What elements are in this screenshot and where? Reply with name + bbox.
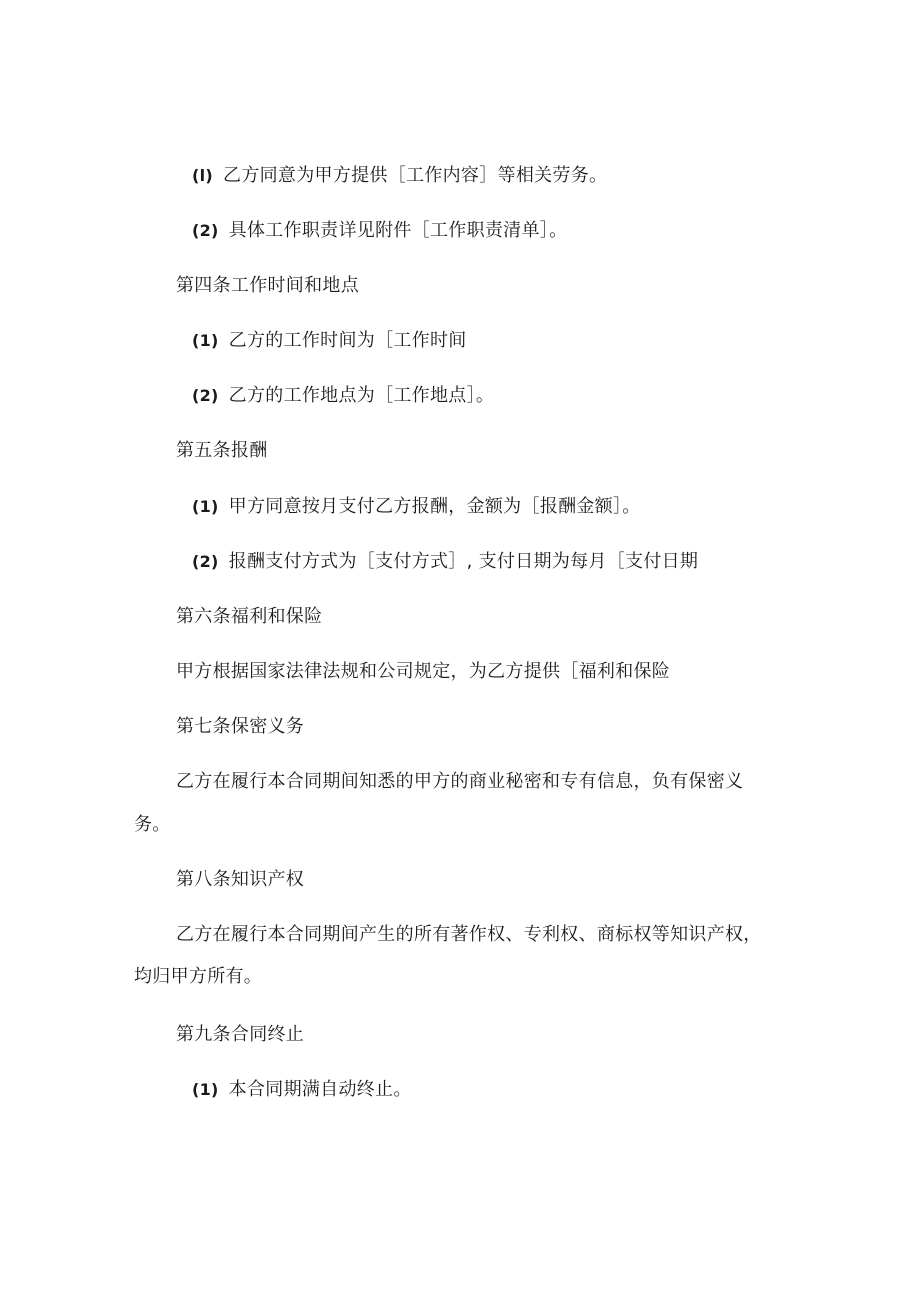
item-number: (1) [192, 1080, 219, 1099]
item-text: 报酬支付方式为［支付方式］, 支付日期为每月［支付日期 [228, 551, 699, 572]
paragraph-continuation: 务。 [134, 814, 171, 835]
article-heading: 第七条保密义务 [176, 716, 305, 737]
article-heading: 第八条知识产权 [176, 869, 305, 890]
clause-item [192, 496, 641, 518]
item-text: 乙方的工作时间为［工作时间 [228, 330, 467, 351]
article-heading: 第四条工作时间和地点 [176, 275, 359, 296]
article-heading: 第五条报酬 [176, 440, 268, 461]
clause-item [192, 330, 467, 352]
item-text: 具体工作职责详见附件［工作职责清单］。 [228, 220, 568, 241]
item-number: (l) [192, 166, 214, 185]
item-text: 乙方的工作地点为［工作地点］。 [228, 385, 495, 406]
clause-item [192, 165, 607, 187]
clause-item [192, 1079, 412, 1101]
clause-item [192, 551, 698, 573]
item-number: (2) [192, 221, 219, 240]
item-number: (2) [192, 552, 219, 571]
item-number: (2) [192, 386, 219, 405]
paragraph: 甲方根据国家法律法规和公司规定，为乙方提供［福利和保险 [176, 661, 671, 682]
clause-item [192, 385, 494, 407]
paragraph: 乙方在履行本合同期间知悉的甲方的商业秘密和专有信息，负有保密义 [176, 771, 744, 792]
item-text: 甲方同意按月支付乙方报酬，金额为［报酬金额］。 [228, 496, 641, 517]
item-number: (1) [192, 497, 219, 516]
clause-item [192, 220, 567, 242]
article-heading: 第六条福利和保险 [176, 606, 323, 627]
paragraph: 乙方在履行本合同期间产生的所有著作权、专利权、商标权等知识产权， [176, 924, 762, 945]
item-text: 乙方同意为甲方提供［工作内容］等相关劳务。 [223, 165, 608, 186]
item-number: (1) [192, 331, 219, 350]
item-text: 本合同期满自动终止。 [228, 1079, 412, 1100]
paragraph-continuation: 均归甲方所有。 [134, 966, 263, 987]
article-heading: 第九条合同终止 [176, 1024, 305, 1045]
